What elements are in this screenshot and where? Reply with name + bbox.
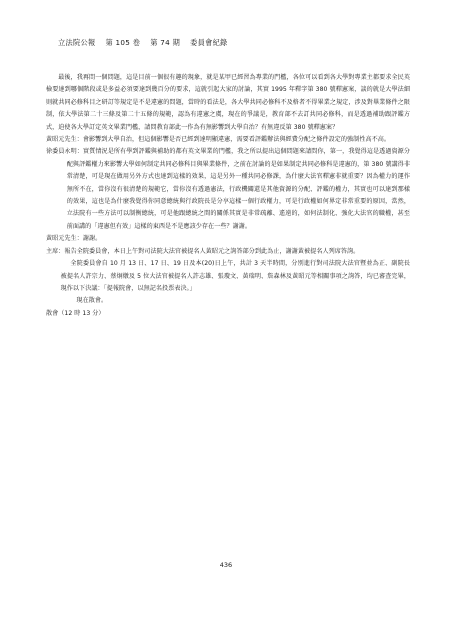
- issue-number: 第 74 期: [150, 38, 181, 47]
- paragraph-adjourn-time: 散會（12 時 13 分）: [46, 309, 105, 317]
- paragraph-answer-huang-1: 黃昭元先生：會影響到大學自治，但這個影響是否已經到達明顯違憲，需要看評鑑辦法與經費分配之條件設定的強制性高不高。: [46, 136, 391, 144]
- document-body: [46, 72, 410, 320]
- paragraph-legislator-hsu: 徐委員永明：實質情況是所有學到評鑑與補助的都有英文畢業的門檻，我之所以提出這個問題來請問你，第一，我覺得這是透過資源分配與評鑑權力來影響大學如何制定共同必修科目與畢業條件，之前在討論的是如果制定共同必修科是違憲的，第 380 號講得非常清楚，可是現在做用另外方式也達到這樣的效果，這是另外一種共同必修課，為什麼大法官釋憲非就重要？因為權力的運作無所不在，當你沒有很清楚的規範它，當你沒有透過憲法，行政機關還是其他資源的分配、評鑑的權力，其實也可以達到那樣的效果，這也是為什麼我覺得你同意總統與行政院長是分享這樣一個行政權力，可是行政權如何界定非常重要的原因，當然，立法院有一些方法可以制衡總統，可是他跟總統之間的關係其實是非常疏離、遙遠的，如何法制化、強化大法官的職權，甚至前面講的「違憲但有效」這樣的東西是不是應該少存在一些？謝謝。: [46, 148, 410, 230]
- page-header: [58, 38, 228, 48]
- paragraph-adjourn: 現在散會。: [76, 297, 108, 305]
- publication-name: 立法院公報: [58, 38, 96, 47]
- volume-number: 第 105 卷: [105, 38, 141, 47]
- paragraph-question-closing: 最後，我再問一個問題，這是目前一個很有趣的現象，就是某甲已經習為專業的門檻，各位可以看到各大學對專業主都要求全民英檢要達到哪個階段或是多益必須要達到幾百分的要求，這就引起大家的討論，其實 1995 年釋字第 380 號釋憲案，談的就是大學法細則就共同必修科目之研訂等規定是不是違憲的問題，當時的看法是，各大學共同必修科不及格者不得畢業之規定，涉及對畢業條件之限制，依大學法第二十三條及第二十五條的規範，認為有違憲之虞，現在的爭議是，教育部不去訂共同必修科，而是透過補助跟評鑑方式，迫使各大學訂定英文畢業門檻，請問教育部此一作為有無影響到大學自治？有無違反第 380 號釋憲案？: [46, 74, 410, 131]
- section-name: 委員會紀錄: [190, 38, 228, 47]
- page-number: 436: [219, 561, 233, 569]
- paragraph-resolution: 全院委員會自 10 月 13 日、17 日、19 日及本(20)日上午，共計 3 天半時間，分別進行對司法院大法官暨並為正、副院長被提名人許宗力、蔡炯燉及 5 位大法官被提名人許志雄、張瓊文、黃瑞明、詹森林及黃昭元等相關事項之詢答，均已審查完畢，現作以下決議：「提報院會，以無記名投票表決。」: [60, 260, 410, 292]
- paragraph-answer-huang-2: 黃昭元先生：謝謝。: [46, 235, 102, 243]
- paragraph-chair-announcement: 主席：報告全院委員會，本日上午對司法院大法官被提名人黃昭元之詢答部分到此為止，謝謝黃被提名人列席答詢。: [46, 247, 360, 255]
